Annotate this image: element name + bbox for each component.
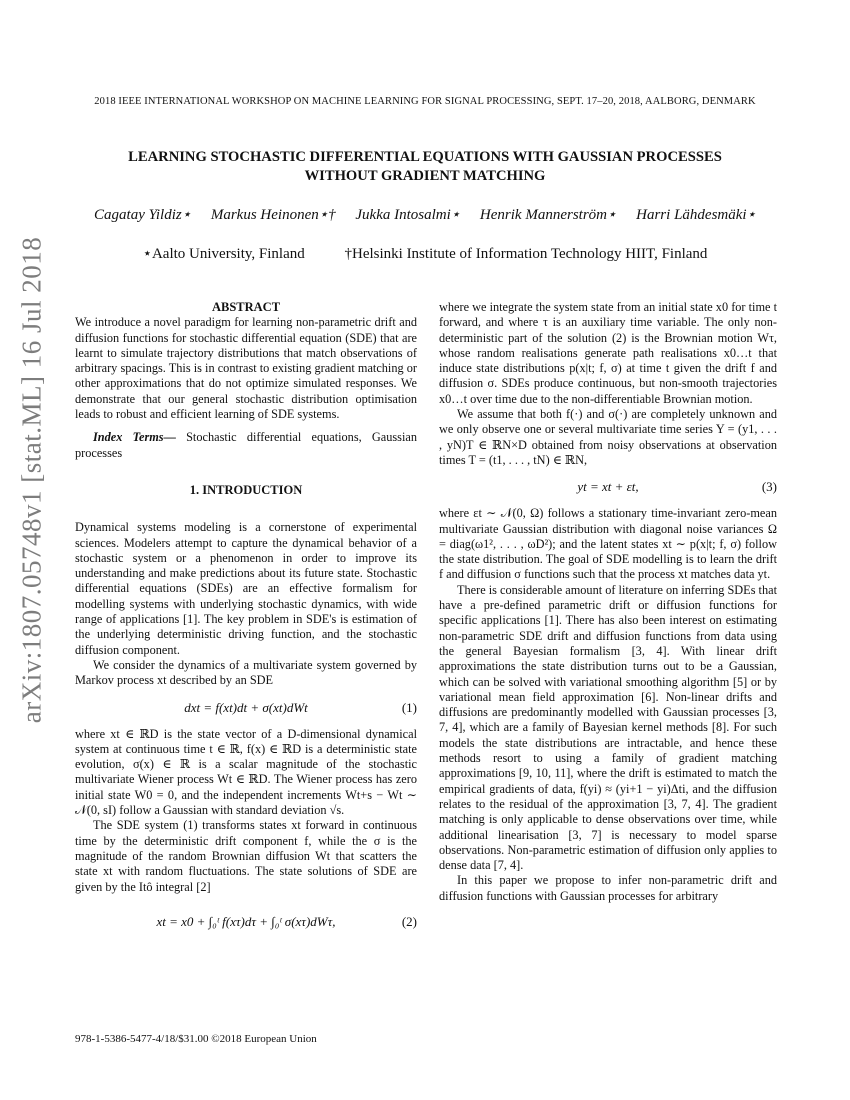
equation-1-body: dxt = f(xt)dt + σ(xt)dWt <box>184 699 308 715</box>
author-list <box>60 205 790 224</box>
body-paragraph: where we integrate the system state from an initial state x0 for time t forward, and where τ is an auxiliary time variable. The only non-deterministic part of the solution (2) is the Brownian motion Wτ, whose random realisations generate path realisations x0…t that induce state distributions p(x|t; f, σ) at time t given the drift f and diffusion σ. SDEs produce continuous, but non-smooth trajectories x0…t over time due to the non-differentiable Brownian motion. <box>439 300 777 406</box>
body-paragraph: In this paper we propose to infer non-parametric drift and diffusion functions with Gaussian processes for arbitrary <box>439 873 777 903</box>
equation-2-body: xt = x0 + ∫₀ᵗ f(xτ)dτ + ∫₀ᵗ σ(xτ)dWτ, <box>156 913 336 929</box>
arxiv-stamp: arXiv:1807.05748v1 [stat.ML] 16 Jul 2018 <box>16 236 47 724</box>
author: Henrik Mannerström⋆ <box>479 207 617 223</box>
affiliation-list <box>60 244 790 263</box>
index-terms-label: Index Terms— <box>93 430 176 445</box>
conference-header: 2018 IEEE INTERNATIONAL WORKSHOP ON MACHINE LEARNING FOR SIGNAL PROCESSING, SEPT. 17–20, 2018, AALBORG, DENMARK <box>94 96 756 107</box>
equation-3-number: (3) <box>761 479 777 495</box>
right-column <box>439 300 777 904</box>
intro-paragraph: We consider the dynamics of a multivariate system governed by Markov process xt described by an SDE <box>75 657 417 688</box>
equation-2-number: (2) <box>401 913 417 929</box>
author: Harri Lähdesmäki⋆ <box>636 207 756 223</box>
left-column <box>75 300 417 941</box>
index-terms <box>75 430 417 461</box>
paper-title <box>75 148 775 186</box>
abstract-text: We introduce a novel paradigm for learning non-parametric drift and diffusion functions for stochastic differential equation (SDE) that are learnt to simulate trajectory distributions that match observations of arbitrary spacings. This is in contrast to existing gradient matching or other approximations that do not optimize simulated responses. We demonstrate that our general stochastic distribution optimisation leads to robust and efficient learning of SDE systems. <box>75 315 417 422</box>
copyright-footer: 978-1-5386-5477-4/18/$31.00 ©2018 European Union <box>75 1033 317 1045</box>
body-paragraph: There is considerable amount of literature on inferring SDEs that have a pre-defined parametric drift or diffusion functions for specific applications [1]. There has also been interest on estimating non-parametric SDE drift and diffusion functions from data using the general Bayesian formalism [3, 4]. With linear drift approximations the state distribution turns out to be a Gaussian, which can be solved with variational smoothing algorithm [5] or by variational mean field approximation [6]. Non-linear drifts and diffusions are predominantly modelled with Gaussian processes [3, 7, 4], which are a family of Bayesian kernel methods [8]. For such models the state distributions are intractable, and hence these methods resort to using a family of gradient matching approximations [9, 10, 11], where the drift is estimated to match the empirical gradients of data, f(yi) ≈ (yi+1 − yi)Δti, and the diffusion relates to the residual of the approximation [3, 7, 4]. The gradient matching is only applicable to dense observations over time, while additional linearisation [3, 7] is necessary to model sparse observations. Non-parametric estimation of diffusion only applies to dense data [7, 4]. <box>439 582 777 873</box>
body-paragraph: We assume that both f(·) and σ(·) are completely unknown and we only observe one or several multivariate time series Y = (y1, . . . , yN)T ∈ ℝN×D obtained from noisy observations at observation times T = (t1, . . . , tN) ∈ ℝN, <box>439 407 777 467</box>
arxiv-sidebar <box>0 0 60 1100</box>
intro-paragraph: Dynamical systems modeling is a cornerstone of experimental sciences. Modelers attempt to capture the dynamical behavior of a stochastic system or a phenomenon in order to improve its understanding and make predictions about its future state. Stochastic differential equations (SDEs) are an effective formalism for modelling systems with underlying stochastic dynamics, with wide range of applications [1]. The key problem in SDE's is estimation of the underlying deterministic driving function, and the stochastic diffusion component. <box>75 520 417 657</box>
equation-2 <box>75 909 417 935</box>
affiliation: †Helsinki Institute of Information Technology HIIT, Finland <box>344 246 708 262</box>
title-line-1: LEARNING STOCHASTIC DIFFERENTIAL EQUATIONS WITH GAUSSIAN PROCESSES <box>128 149 722 165</box>
abstract-heading: ABSTRACT <box>211 300 281 314</box>
author: Jukka Intosalmi⋆ <box>355 207 461 223</box>
intro-paragraph: The SDE system (1) transforms states xt forward in continuous time by the deterministic drift component f, while the σ is the magnitude of the random Brownian diffusion Wt that scatters the state xt with random fluctuations. The state solutions of SDE are given by the Itô integral [2] <box>75 818 417 894</box>
equation-1-number: (1) <box>401 699 417 715</box>
affiliation: ⋆Aalto University, Finland <box>142 246 305 262</box>
intro-heading: 1. INTRODUCTION <box>189 482 303 497</box>
author: Markus Heinonen⋆† <box>210 207 336 223</box>
equation-3-body: yt = xt + εt, <box>577 479 639 495</box>
equation-3 <box>439 474 777 500</box>
title-line-2: WITHOUT GRADIENT MATCHING <box>304 168 546 184</box>
index-terms-text: Stochastic differential equations, Gaussian processes <box>75 430 417 460</box>
body-paragraph: where εt ∼ 𝒩(0, Ω) follows a stationary time-invariant zero-mean multivariate Gaussian distribution with diagonal noise variances Ω = diag(ω1², . . . , ωD²); and the latent states xt ∼ p(x|t; f, σ) follow the state distribution. The goal of SDE modelling is to learn the drift f and diffusion σ functions such that the process xt matches data yt. <box>439 506 777 582</box>
equation-1 <box>75 695 417 721</box>
author: Cagatay Yildiz⋆ <box>94 207 192 223</box>
intro-paragraph: where xt ∈ ℝD is the state vector of a D-dimensional dynamical system at continuous time t ∈ ℝ, f(x) ∈ ℝD is a deterministic state evolution, σ(x) ∈ ℝ is a scalar magnitude of the stochastic multivariate Wiener process Wt ∈ ℝD. The Wiener process has zero initial state W0 = 0, and the independent increments Wt+s − Wt ∼ 𝒩(0, sI) follow a Gaussian with standard deviation √s. <box>75 726 417 818</box>
